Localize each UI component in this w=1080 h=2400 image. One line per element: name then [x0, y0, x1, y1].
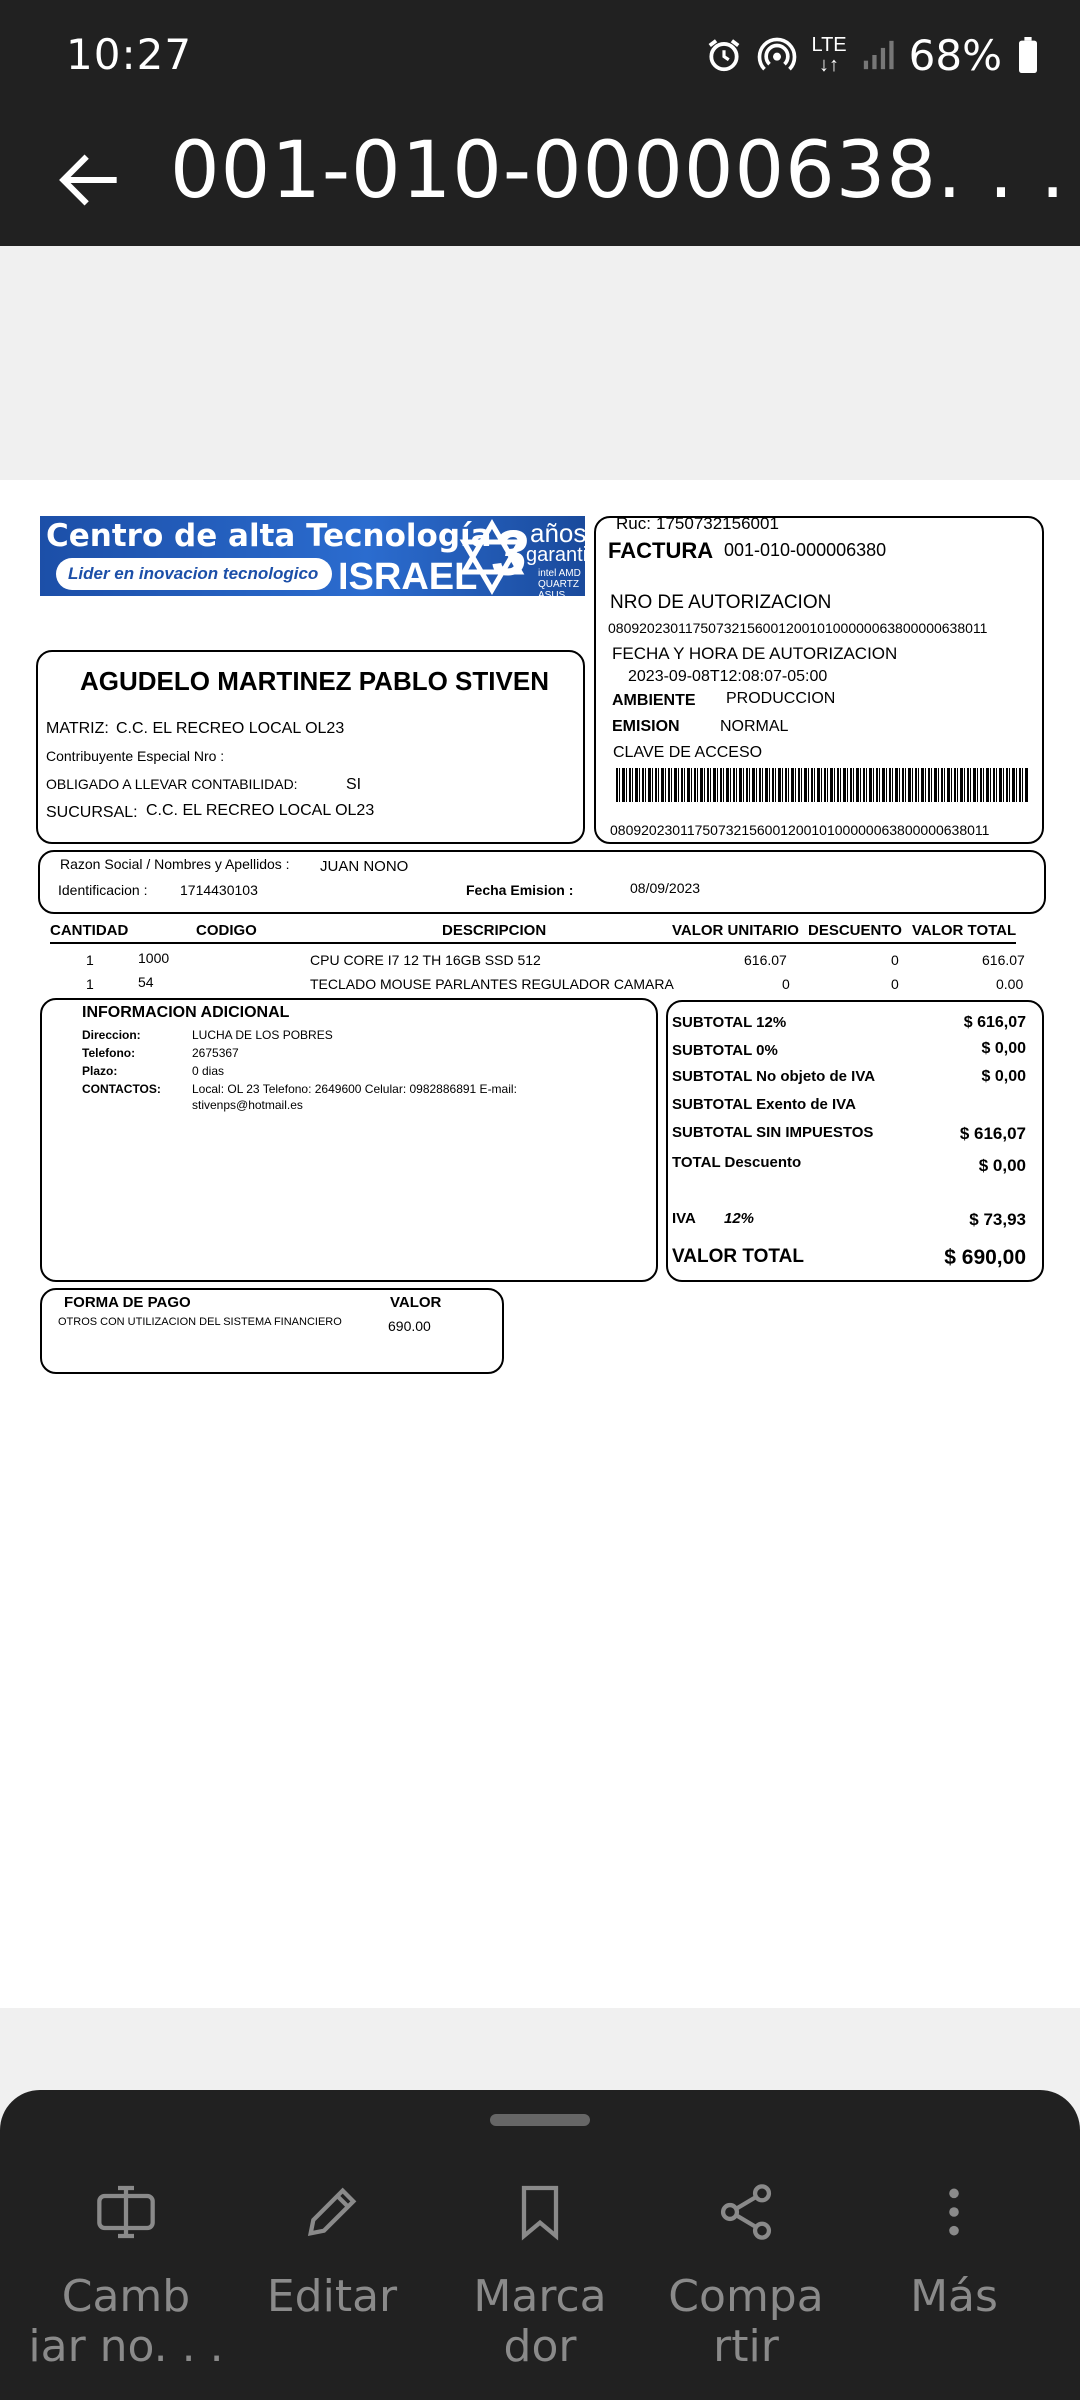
subtotal12-value: $ 616,07 — [963, 1014, 1026, 1031]
logo-title: Centro de alta Tecnología — [46, 518, 492, 554]
signal-icon — [861, 38, 895, 72]
emision-value: NORMAL — [720, 718, 789, 735]
logo-partners: intel AMD QUARTZ ASUS — [538, 568, 581, 601]
row2-descuento: 0 — [891, 976, 899, 992]
back-arrow-icon[interactable] — [50, 140, 130, 220]
valor-total-value: $ 690,00 — [944, 1246, 1026, 1269]
sucursal-label: SUCURSAL: — [46, 804, 138, 821]
razon-label: Razon Social / Nombres y Apellidos : — [60, 856, 290, 872]
auth-number: 0809202301175073215600120010100000063800000638011 — [608, 620, 988, 636]
razon-value: JUAN NONO — [320, 858, 409, 875]
col-cantidad: CANTIDAD — [50, 922, 129, 939]
forma-pago-value: OTROS CON UTILIZACION DEL SISTEMA FINANCIERO — [58, 1316, 342, 1328]
share-icon — [714, 2180, 778, 2244]
col-codigo: CODIGO — [196, 922, 257, 939]
bookmark-button[interactable] — [432, 2180, 648, 2380]
factura-number: 001-010-000006380 — [724, 540, 887, 560]
sinimp-label: SUBTOTAL SIN IMPUESTOS — [672, 1124, 874, 1141]
sheet-drag-handle[interactable] — [490, 2114, 590, 2126]
row2-cantidad: 1 — [86, 976, 94, 992]
share-label: Compa rtir — [668, 2271, 824, 2372]
row1-descripcion: CPU CORE I7 12 TH 16GB SSD 512 — [310, 952, 541, 968]
iva-rate: 12% — [724, 1210, 755, 1227]
status-time: 10:27 — [66, 30, 193, 79]
clave-number: 0809202301175073215600120010100000063800000638011 — [610, 822, 990, 838]
status-bar — [0, 0, 1080, 112]
ambiente-label: AMBIENTE — [612, 692, 696, 709]
direccion-value: LUCHA DE LOS POBRES — [192, 1028, 333, 1042]
contactos-label: CONTACTOS: — [82, 1082, 161, 1096]
row1-total: 616.07 — [982, 952, 1025, 968]
row1-cantidad: 1 — [86, 952, 94, 968]
company-logo — [40, 516, 599, 601]
issuer-name: AGUDELO MARTINEZ PABLO STIVEN — [80, 666, 549, 696]
col-valor-total: VALOR TOTAL — [912, 922, 1017, 939]
contactos-line2: stivenps@hotmail.es — [192, 1098, 303, 1112]
auth-date: 2023-09-08T12:08:07-05:00 — [628, 668, 828, 685]
ruc-label: Ruc: — [616, 514, 651, 533]
contactos-line1: Local: OL 23 Telefono: 2649600 Celular: 0982886891 E-mail: — [192, 1082, 517, 1096]
col-descripcion: DESCRIPCION — [442, 922, 547, 939]
row1-descuento: 0 — [891, 952, 899, 968]
logo-warranty-word: garantia — [526, 544, 599, 566]
emision-label: EMISION — [612, 718, 680, 735]
barcode — [616, 768, 1028, 802]
more-vertical-icon — [922, 2180, 986, 2244]
rename-label: Camb iar no. . . — [28, 2271, 224, 2372]
logo-slogan: Lider en inovacion tecnologico — [68, 564, 319, 583]
payment-value: 690.00 — [388, 1318, 431, 1334]
row2-descripcion: TECLADO MOUSE PARLANTES REGULADOR CAMARA — [310, 976, 674, 992]
subtotal0-value: $ 0,00 — [981, 1040, 1026, 1057]
direccion-label: Direccion: — [82, 1028, 141, 1042]
valor-total-label: VALOR TOTAL — [672, 1246, 804, 1267]
battery-icon — [1016, 37, 1040, 73]
factura-label: FACTURA — [608, 538, 714, 563]
identificacion-label: Identificacion : — [58, 882, 148, 898]
telefono-label: Telefono: — [82, 1046, 136, 1060]
plazo-value: 0 dias — [192, 1064, 225, 1078]
share-button[interactable] — [638, 2180, 854, 2380]
status-icons — [705, 28, 1040, 82]
row1-unitario: 616.07 — [744, 952, 787, 968]
additional-info-title: INFORMACION ADICIONAL — [82, 1004, 290, 1021]
auth-date-label: FECHA Y HORA DE AUTORIZACION — [612, 644, 898, 663]
sucursal-value: C.C. EL RECREO LOCAL OL23 — [146, 802, 375, 819]
col-descuento: DESCUENTO — [808, 922, 902, 939]
iva-label: IVA — [672, 1210, 696, 1227]
battery-percent: 68% — [908, 30, 1002, 80]
contabilidad-value: SI — [346, 776, 362, 793]
auth-label: NRO DE AUTORIZACION — [610, 592, 832, 613]
subtotal0-label: SUBTOTAL 0% — [672, 1042, 778, 1059]
col-valor-unitario: VALOR UNITARIO — [672, 922, 799, 939]
table-header-rule — [50, 942, 1016, 944]
row1-codigo: 1000 — [138, 950, 170, 966]
telefono-value: 2675367 — [192, 1046, 239, 1060]
hotspot-icon — [757, 35, 797, 75]
fecha-emision-value: 08/09/2023 — [630, 880, 701, 896]
matriz-value: C.C. EL RECREO LOCAL OL23 — [116, 720, 345, 737]
network-type: LTE ↓↑ — [811, 34, 847, 76]
exento-label: SUBTOTAL Exento de IVA — [672, 1096, 856, 1113]
row2-total: 0.00 — [996, 976, 1024, 992]
pencil-icon — [300, 2180, 364, 2244]
contribuyente-label: Contribuyente Especial Nro : — [46, 748, 225, 764]
logo-warranty-number: 3 — [492, 517, 528, 589]
sinimp-value: $ 616,07 — [959, 1124, 1026, 1143]
data-arrows-icon: ↓↑ — [819, 54, 840, 76]
matriz-label: MATRIZ: — [46, 720, 109, 737]
bottom-action-sheet — [0, 2090, 1080, 2400]
clave-label: CLAVE DE ACCESO — [613, 744, 763, 761]
rename-icon — [94, 2180, 158, 2244]
bookmark-icon — [508, 2180, 572, 2244]
more-button[interactable] — [846, 2180, 1062, 2380]
fecha-emision-label: Fecha Emision : — [466, 882, 574, 898]
descuento-label: TOTAL Descuento — [672, 1154, 802, 1171]
noobjeto-value: $ 0,00 — [981, 1068, 1026, 1085]
row2-unitario: 0 — [782, 976, 790, 992]
ruc-value: 1750732156001 — [656, 514, 779, 533]
plazo-label: Plazo: — [82, 1064, 118, 1078]
app-bar — [0, 112, 1080, 246]
rename-button[interactable] — [18, 2180, 234, 2380]
edit-label: Editar — [266, 2271, 398, 2322]
alarm-icon — [705, 36, 743, 74]
valor-label: VALOR — [390, 1294, 442, 1311]
forma-pago-label: FORMA DE PAGO — [64, 1294, 191, 1311]
noobjeto-label: SUBTOTAL No objeto de IVA — [672, 1068, 876, 1085]
subtotal12-label: SUBTOTAL 12% — [672, 1014, 787, 1031]
logo-warranty-unit: años — [530, 518, 587, 548]
more-label: Más — [910, 2271, 998, 2322]
edit-button[interactable] — [224, 2180, 440, 2380]
bookmark-label: Marca dor — [473, 2271, 607, 2372]
document-title: 001-010-00000638. . . — [170, 126, 1067, 216]
row2-codigo: 54 — [138, 974, 154, 990]
ambiente-value: PRODUCCION — [726, 690, 836, 707]
iva-value: $ 73,93 — [969, 1210, 1026, 1229]
logo-brand: ISRAEL — [338, 556, 478, 598]
contabilidad-label: OBLIGADO A LLEVAR CONTABILIDAD: — [46, 776, 298, 792]
identificacion-value: 1714430103 — [180, 882, 258, 898]
descuento-value: $ 0,00 — [978, 1156, 1026, 1175]
